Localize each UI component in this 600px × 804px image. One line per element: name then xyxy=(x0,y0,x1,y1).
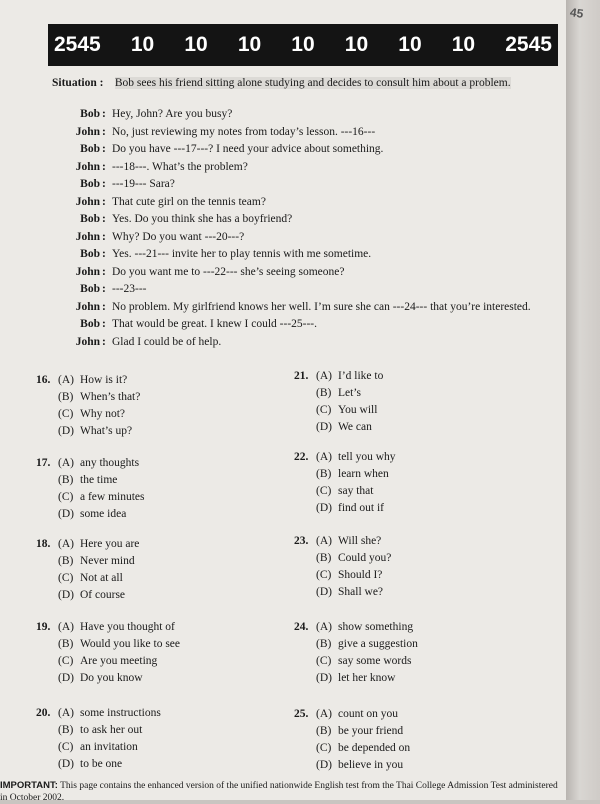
header-banner xyxy=(48,24,558,66)
exam-page: 2545 10 10 10 10 10 10 10 2545 Situation : Bob sees his friend sitting alone studying and decides to consult him about a problem. Bob : Hey, John? Are you busy? John : No, just reviewing my notes from today’s lesson. ---16--- Bob : Do you have ---17---? I need your advice about something. John : ---18---. What’s the problem? Bob : ---19--- Sara? John : That cute girl on the tennis team? Bob : Yes. Do you think she has a boyfriend? John : Why? Do you want ---20---? Bob : Yes. ---21--- invite her to play tennis with me sometime. John : Do you want me to ---22--- she’s seeing someone? Bob : ---23--- John : No problem. My girlfriend knows her well. I’m sure she can ---24--- that you’re interested. Bob : That would be great. I knew I could ---25---. John : Glad I could be of help. 16. (A) How is it? (B) When’s that? (C) Why not? (D) What’s up? 17. (A) any thoughts (B) the time (C) a few minutes (D) some idea 18. (A) Here you are (B) Never mind (C) Not at all (D) Of course 19. (A) Have you thought of (B) Would you like to see (C) Are you meeting (D) Do you know 20. (A) some instructions (B) to ask her out (C) an invitation (D) to be one 21. (A) I’d like to (B) Let’s (C) You will (D) We can 22. (A) tell you why (B) learn when (C) say that (D) find out if 23. (A) Will she? (B) Could you? (C) Should I? (D) Shall we? 24. (A) show something (B) give a suggestion (C) say some words (D) let her know 25. (A) count on you (B) be your friend (C) be depended on (D) believe in you IMPORTANT: This page contains the enhanced version of the unified nationwide English test from the Thai College Admission Test administered in October 2002. xyxy=(0,0,566,800)
banner-number: 10 xyxy=(237,33,262,56)
question-number: 18. xyxy=(36,538,51,550)
question-number: 21. xyxy=(294,370,309,382)
option-b[interactable]: (B) be your friend xyxy=(316,725,404,737)
line-text: Do you have ---17---? I need your advice about something. xyxy=(112,143,384,155)
line-text: ---23--- xyxy=(112,283,147,295)
option-d[interactable]: (D) What’s up? xyxy=(58,425,133,437)
option-b[interactable]: (B) Would you like to see xyxy=(58,638,181,650)
banner-number: 10 xyxy=(184,33,208,56)
option-a[interactable]: (A) Here you are xyxy=(58,538,140,550)
option-b[interactable]: (B) When’s that? xyxy=(58,391,141,403)
banner-number: 10 xyxy=(344,33,369,56)
option-b[interactable]: (B) the time xyxy=(58,474,118,486)
line-text: Why? Do you want ---20---? xyxy=(112,230,245,243)
line-text: Yes. Do you think she has a boyfriend? xyxy=(112,213,293,225)
option-a[interactable]: (A) Will she? xyxy=(316,535,382,547)
option-a[interactable]: (A) some instructions xyxy=(58,707,161,719)
banner-number: 10 xyxy=(451,33,476,56)
question-number: 22. xyxy=(294,451,309,463)
line-text: No problem. My girlfriend knows her well. I’m sure she can ---24--- that you’re interested. xyxy=(112,300,531,313)
option-b[interactable]: (B) Never mind xyxy=(58,555,135,567)
banner-number: 10 xyxy=(398,33,422,56)
banner-number: 10 xyxy=(291,33,315,56)
speaker: John xyxy=(75,160,100,173)
banner-code: 2545 xyxy=(54,33,101,56)
speaker: Bob xyxy=(80,108,100,120)
option-b[interactable]: (B) Could you? xyxy=(316,552,392,564)
speaker: Bob xyxy=(80,283,100,295)
situation-text: Bob sees his friend sitting alone studying and decides to consult him about a problem. xyxy=(114,77,511,89)
speaker: John xyxy=(75,300,100,313)
footer-label: IMPORTANT: xyxy=(0,780,58,791)
option-c[interactable]: (C) Are you meeting xyxy=(58,655,158,667)
option-d[interactable]: (D) Do you know xyxy=(58,672,143,684)
line-text: That cute girl on the tennis team? xyxy=(112,195,266,208)
question-number: 16. xyxy=(36,374,51,386)
speaker: John xyxy=(75,335,100,348)
option-a[interactable]: (A) show something xyxy=(316,621,414,633)
banner-code: 2545 xyxy=(505,33,552,56)
line-text: Do you want me to ---22--- she’s seeing someone? xyxy=(112,265,345,278)
option-c[interactable]: (C) Not at all xyxy=(58,572,123,584)
speaker: Bob xyxy=(80,143,100,155)
line-text: No, just reviewing my notes from today’s lesson. ---16--- xyxy=(112,125,376,138)
option-c[interactable]: (C) Why not? xyxy=(58,408,126,420)
option-c[interactable]: (C) You will xyxy=(316,404,378,416)
option-a[interactable]: (A) tell you why xyxy=(316,451,396,463)
line-text: Hey, John? Are you busy? xyxy=(112,108,233,120)
option-c[interactable]: (C) an invitation xyxy=(58,741,138,753)
option-c[interactable]: (C) a few minutes xyxy=(58,491,145,503)
option-d[interactable]: (D) some idea xyxy=(58,508,127,520)
option-b[interactable]: (B) Let’s xyxy=(316,387,361,399)
line-text: That would be great. I knew I could ---25---. xyxy=(112,318,318,330)
line-text: ---19--- Sara? xyxy=(112,178,175,190)
option-a[interactable]: (A) any thoughts xyxy=(58,457,140,469)
speaker: Bob xyxy=(80,318,100,330)
question-number: 17. xyxy=(36,457,51,469)
situation-label: Situation : xyxy=(52,77,104,89)
option-d[interactable]: (D) Of course xyxy=(58,589,126,601)
option-a[interactable]: (A) I’d like to xyxy=(316,370,384,382)
question-number: 20. xyxy=(36,707,51,719)
option-d[interactable]: (D) to be one xyxy=(58,758,123,770)
speaker: John xyxy=(75,125,100,138)
speaker: John xyxy=(75,265,100,278)
question-number: 24. xyxy=(294,621,309,633)
situation xyxy=(52,76,552,91)
option-d[interactable]: (D) Shall we? xyxy=(316,586,384,598)
footer-text: This page contains the enhanced version of the unified nationwide English test from the Thai College Admission Test administered in October 2002. xyxy=(0,781,558,803)
question-number: 19. xyxy=(36,621,51,633)
option-d[interactable]: (D) believe in you xyxy=(316,759,404,771)
adjacent-page-edge xyxy=(566,0,600,800)
option-d[interactable]: (D) let her know xyxy=(316,672,396,684)
option-c[interactable]: (C) Should I? xyxy=(316,569,383,581)
option-d[interactable]: (D) We can xyxy=(316,421,372,433)
option-c[interactable]: (C) be depended on xyxy=(316,742,411,754)
option-a[interactable]: (A) How is it? xyxy=(58,374,128,386)
edge-page-number: 45 xyxy=(569,5,585,21)
option-c[interactable]: (C) say some words xyxy=(316,655,412,667)
line-text: ---18---. What’s the problem? xyxy=(112,160,248,173)
option-a[interactable]: (A) Have you thought of xyxy=(58,621,175,633)
option-a[interactable]: (A) count on you xyxy=(316,708,399,720)
speaker: Bob xyxy=(80,213,100,225)
banner-number: 10 xyxy=(130,33,155,56)
option-c[interactable]: (C) say that xyxy=(316,485,374,497)
speaker: Bob xyxy=(80,178,100,190)
speaker: John xyxy=(75,230,100,243)
option-d[interactable]: (D) find out if xyxy=(316,502,384,514)
line-text: Glad I could be of help. xyxy=(112,335,222,348)
question-number: 25. xyxy=(294,708,309,720)
line-text: Yes. ---21--- invite her to play tennis with me sometime. xyxy=(112,248,372,260)
footer-note xyxy=(0,780,566,804)
option-b[interactable]: (B) to ask her out xyxy=(58,724,143,736)
speaker: Bob xyxy=(80,248,100,260)
option-b[interactable]: (B) learn when xyxy=(316,468,389,480)
speaker: John xyxy=(75,195,100,208)
option-b[interactable]: (B) give a suggestion xyxy=(316,638,418,650)
question-number: 23. xyxy=(294,535,309,547)
